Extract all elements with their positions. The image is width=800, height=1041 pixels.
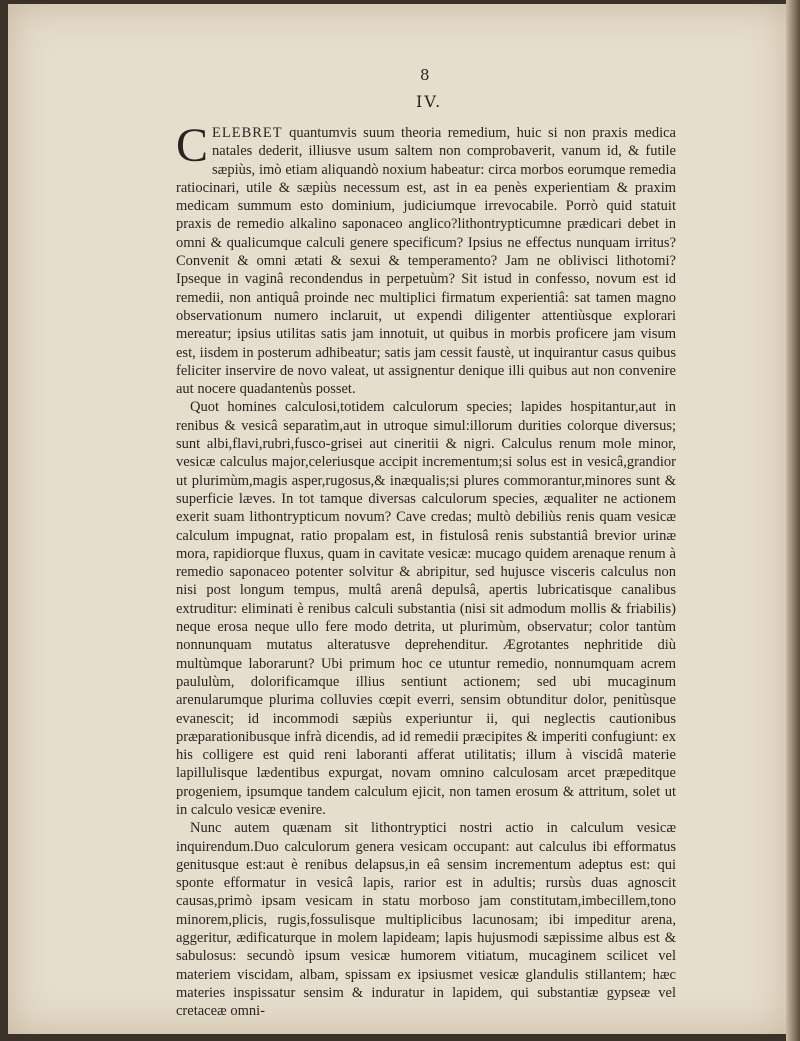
book-page: [8, 4, 788, 1034]
page-number: 8: [420, 66, 430, 84]
paragraph-1-text: quantumvis suum theoria remedium, huic si non praxis medica natales dederit, illiusve usum saltem non comprobaverit, vanum id, & futile sæpiùs, imò etiam aliquandò noxium habeatur: circa morbos eorumque remedia ratiocinari, utile & sæpiùs necessum est, ast in ea penès experientiam & praxim medicam summum esto dominium, judiciumque irrevocabile. Porrò quid statuit praxis de remedio alkalino saponaceo anglico?lithontrypticumne prædicari debet in omni & qualicumque calculi genere specificum? Ipsius ne effectus nunquam irritus? Convenit & omni ætati & sexui & temperamento? Jam ne oblivisci lithotomi? Ipseque in vaginâ recondendus in perpetuùm? Sit istud in confesso, novum est id remedii, non antiquâ proinde nec multiplici firmatum experientiâ: sat tamen magno observationum numero inclaruit, ut expendi diligenter attentiùsque explorari mereatur; ipsius utilitas satis jam innotuit, ut quibus in morbis proficere jam visum est, iisdem in posterum adhibeatur; satis jam cessit faustè, ut inquirantur casus quibus feliciter inservire de novo valeat, ut assignentur denique illi quibus aut non convenire aut nocere quadantenùs posset.: [176, 125, 676, 398]
drop-cap: C: [176, 119, 209, 172]
paragraph-3: Nunc autem quænam sit lithontryptici nostri actio in calculum vesicæ inquirendum.Duo calculorum genera vesicam occupant: aut calculus ibi efformatus genitusque est:aut è renibus delapsus,in eâ sensim incrementum adeptus est: qui sponte efformatur in vesicâ lapis, rarior est in adultis; rursùs duas agnoscit causas,primò ipsam vesicam in statu morboso jam constitutam,imbecillem,tono minorem,plicis, rugis,fossulisque multiplicibus lacunosam; ibi impeditur arena, aggeritur, ædificaturque in molem lapideam; lapis hujusmodi sæpissime albus est & sabulosus: secundò ipsum vesicæ humorem vitiatum, mucaginem scilicet vel materiem viscidam, albam, spissam ex ipsiusmet vesicæ glandulis stillantem; hæc materies inspissatur sensim & induratur in lapidem, qui substantiæ gypseæ vel cretaceæ omni-: [176, 820, 676, 1020]
paragraph-2: Quot homines calculosi,totidem calculorum species; lapides hospitantur,aut in renibus & vesicâ separatìm,aut in utroque simul:illorum durities colorque diversus; sunt albi,flavi,rubri,fusco-grisei aut cineritii & nigri. Calculus renum mole minor, vesicæ calculus major,celeriusque accipit incrementum;si solus est in vesicâ,grandior ut plurimùm,magis asper,rugosus,& inæqualis;si plures commorantur,minores sunt & superficie læves. In tot tamque diversas calculorum species, æqualiter ne actionem exerit suam lithontrypticum novum? Cave credas; multò debiliùs renis quam vesicæ calculum impugnat, ratio propalam est, in fistulosâ renis substantiâ brevior urinæ mora, rapidiorque fluxus, quam in cavitate vesicæ: mucago quidem arenaque renum à remedio saponaceo potenter solvitur & abripitur, sed hujusce visceris calculus non nisi post longum tempus, multâ arenâ depulsâ, apertis lubricatisque canalibus extruditur: eliminati è renibus calculi substantia (nisi sit admodum mollis & friabilis) neque erosa neque ullo fere modo detrita, ut plurimùm, observatur; color tantùm nonnunquam mutatus alteratusve deprehenditur. Ægrotantes nephritide diù multùmque laborarunt? Ubi primum hoc ce utuntur remedio, nonnumquam acrem paululùm, dolorificamque illius sentiunt actionem; sed ubi mucaginum arenularumque plurima colluvies cœpit everri, sensim obtunditur dolor, penitùsque evanescit; id incommodi sæpiùs experiuntur ii, qui neglectis cautionibus præparationibusque infrà dicendis, ad id remedii præcipites & imperiti confugiunt: ex his colligere est quid reni laboranti afferat utilitatis; illum à viscidâ materie lapillulisque lædentibus expurgat, novam omnino calculosam arcet præpeditque progeniem, ipsumque tandem calculum ejicit, non tamen erosum & attritum, solet ut in calculo vesicæ evenire.: [176, 399, 676, 818]
lead-word: ELEBRET: [212, 125, 283, 141]
section-heading: IV.: [416, 92, 443, 111]
book-spine-edge: [786, 0, 800, 1041]
body-text: [176, 119, 676, 1021]
paragraph-1: [176, 119, 676, 398]
